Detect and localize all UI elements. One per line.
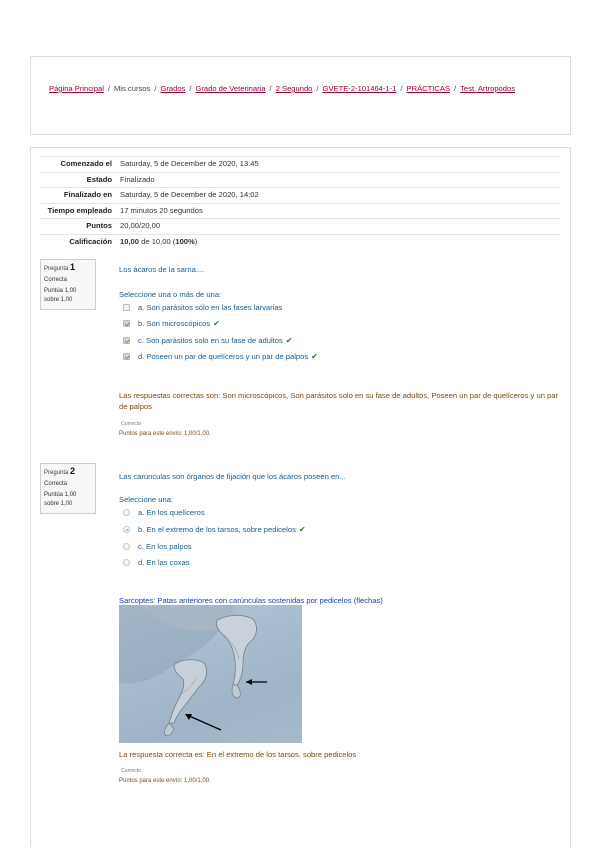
breadcrumb-segundo[interactable]: 2 Segundo [275, 84, 313, 93]
summary-value: 20,00/20,00 [120, 221, 161, 230]
question-text: Los ácaros de la sarna.... [119, 265, 205, 274]
breadcrumb-my-courses: Mis cursos [114, 84, 151, 93]
summary-row-time [40, 203, 561, 219]
question-number [44, 262, 76, 272]
check-icon: ✔ [213, 319, 220, 328]
breadcrumb-home[interactable]: Página Principal [49, 84, 104, 93]
breadcrumb-separator: / [154, 84, 157, 93]
question-state: Correcta [44, 277, 68, 283]
answer-label: d. Poseen un par de quelíceros y un par de palpos [138, 352, 309, 361]
radio-button-selected[interactable] [123, 526, 130, 533]
summary-row-grade [40, 234, 561, 249]
summary-label: Comenzado el [60, 159, 112, 168]
answer-label: b. Son microscópicos [138, 319, 211, 328]
answer-option-c[interactable] [123, 542, 192, 551]
answer-prompt: Seleccione una o más de una: [119, 290, 222, 299]
check-icon: ✔ [311, 352, 318, 361]
question-grade [44, 287, 92, 305]
breadcrumb-separator: / [107, 84, 111, 93]
radio-button[interactable] [123, 509, 130, 516]
question-text: Las carúnculas son órganos de fijación que los ácaros poseen en... [119, 472, 346, 481]
breadcrumb-practicas[interactable]: PRÁCTICAS [406, 84, 451, 93]
image-caption: Sarcoptes: Patas anteriores con carúnculas sostenidas por pedicelos (flechas) [119, 596, 383, 605]
answer-label: b. En el extremo de los tarsos, sobre pedicelos [138, 525, 296, 534]
attempt-summary-table [40, 156, 561, 249]
grade-percent: 100% [175, 236, 195, 246]
breadcrumb-separator: / [316, 84, 319, 93]
answer-option-b[interactable] [123, 525, 306, 534]
check-icon: ✔ [298, 525, 306, 534]
points-awarded: Puntos para este envío: 1,00/1,00. [119, 431, 211, 437]
answer-label: a. En los quelíceros [138, 508, 205, 517]
response-state: Correcto [121, 768, 141, 774]
correct-answer-feedback: Las respuestas correctas son: Son microscópicos, Son parásitos solo en su fase de adultos, Poseen un par de quelíceros y un par de palpos [119, 391, 558, 411]
grade-value: 10,00 [120, 236, 140, 246]
grade-close: ) [194, 236, 198, 246]
breadcrumb [49, 84, 560, 93]
checkbox-checked[interactable] [123, 353, 130, 360]
answer-option-a[interactable] [123, 303, 282, 312]
correct-answer-feedback: La respuesta correcta es: En el extremo de los tarsos, sobre pedicelos [119, 750, 357, 759]
breadcrumb-test[interactable]: Test. Artropodos [460, 84, 516, 93]
breadcrumb-separator: / [269, 84, 272, 93]
radio-button[interactable] [123, 543, 130, 550]
answer-label: c. En los palpos [138, 542, 192, 551]
answer-option-b[interactable] [123, 319, 220, 328]
breadcrumb-card [30, 56, 571, 135]
checkbox-checked[interactable] [123, 337, 130, 344]
check-icon: ✔ [285, 336, 293, 345]
answer-option-a[interactable] [123, 508, 205, 517]
question-info-2 [40, 463, 96, 514]
summary-row-state [40, 172, 561, 188]
breadcrumb-separator: / [454, 84, 457, 93]
question-grade-line: Puntúa 1,00 [44, 492, 77, 498]
summary-value: 17 minutos 20 segundos [120, 205, 203, 215]
question-info-1 [40, 259, 96, 310]
summary-label: Estado [86, 174, 112, 184]
summary-label: Calificación [69, 236, 112, 246]
question-number-value: 1 [70, 262, 76, 272]
question-grade-line: sobre 1,00 [44, 297, 73, 303]
question-prefix: Pregunta [44, 266, 69, 272]
response-state: Correcta [121, 421, 141, 427]
breadcrumb-separator: / [189, 84, 192, 93]
answer-label: c. Son parásitos solo en su fase de adultos [138, 336, 283, 345]
summary-value: Saturday, 5 de December de 2020, 14:02 [120, 190, 259, 199]
answer-option-d[interactable] [123, 352, 318, 361]
answer-option-c[interactable] [123, 336, 293, 345]
summary-value: Finalizado [120, 174, 155, 184]
summary-value [118, 234, 561, 249]
breadcrumb-separator: / [400, 84, 403, 93]
question-grade [44, 491, 92, 509]
summary-row-finished [40, 188, 561, 204]
question-number-value: 2 [70, 466, 76, 476]
question-grade-line: sobre 1,00 [44, 501, 73, 507]
answer-label: a. Son parásitos sólo en las fases larvarias [138, 303, 283, 312]
points-awarded: Puntos para este envío: 1,00/1,00. [119, 778, 211, 784]
checkbox[interactable] [123, 304, 130, 311]
quiz-review-card [30, 147, 571, 847]
summary-row-points [40, 219, 561, 235]
summary-label: Tiempo empleado [47, 205, 112, 215]
breadcrumb-course-code[interactable]: GVETE-2-101464-1-1 [322, 84, 397, 93]
arrow-left-leg [187, 715, 221, 730]
grade-of: de 10,00 ( [141, 236, 176, 246]
answer-prompt: Seleccione una: [119, 495, 174, 504]
microscope-image [119, 605, 302, 743]
answer-option-d[interactable] [123, 558, 190, 567]
summary-label: Finalizado en [63, 190, 112, 199]
summary-label: Puntos [86, 221, 112, 230]
question-number [44, 466, 76, 476]
question-state: Correcta [44, 481, 68, 487]
breadcrumb-grados[interactable]: Grados [160, 84, 186, 93]
summary-value: Saturday, 5 de December de 2020, 13:45 [120, 159, 259, 168]
checkbox-checked[interactable] [123, 320, 130, 327]
mite-leg-illustration [119, 605, 302, 743]
question-grade-line: Puntúa 1,00 [44, 288, 77, 294]
question-prefix: Pregunta [44, 470, 69, 476]
summary-row-started [40, 157, 561, 173]
radio-button[interactable] [123, 559, 130, 566]
breadcrumb-grado-veterinaria[interactable]: Grado de Veterinaria [195, 84, 266, 93]
answer-label: d. En las coxas [138, 558, 190, 567]
